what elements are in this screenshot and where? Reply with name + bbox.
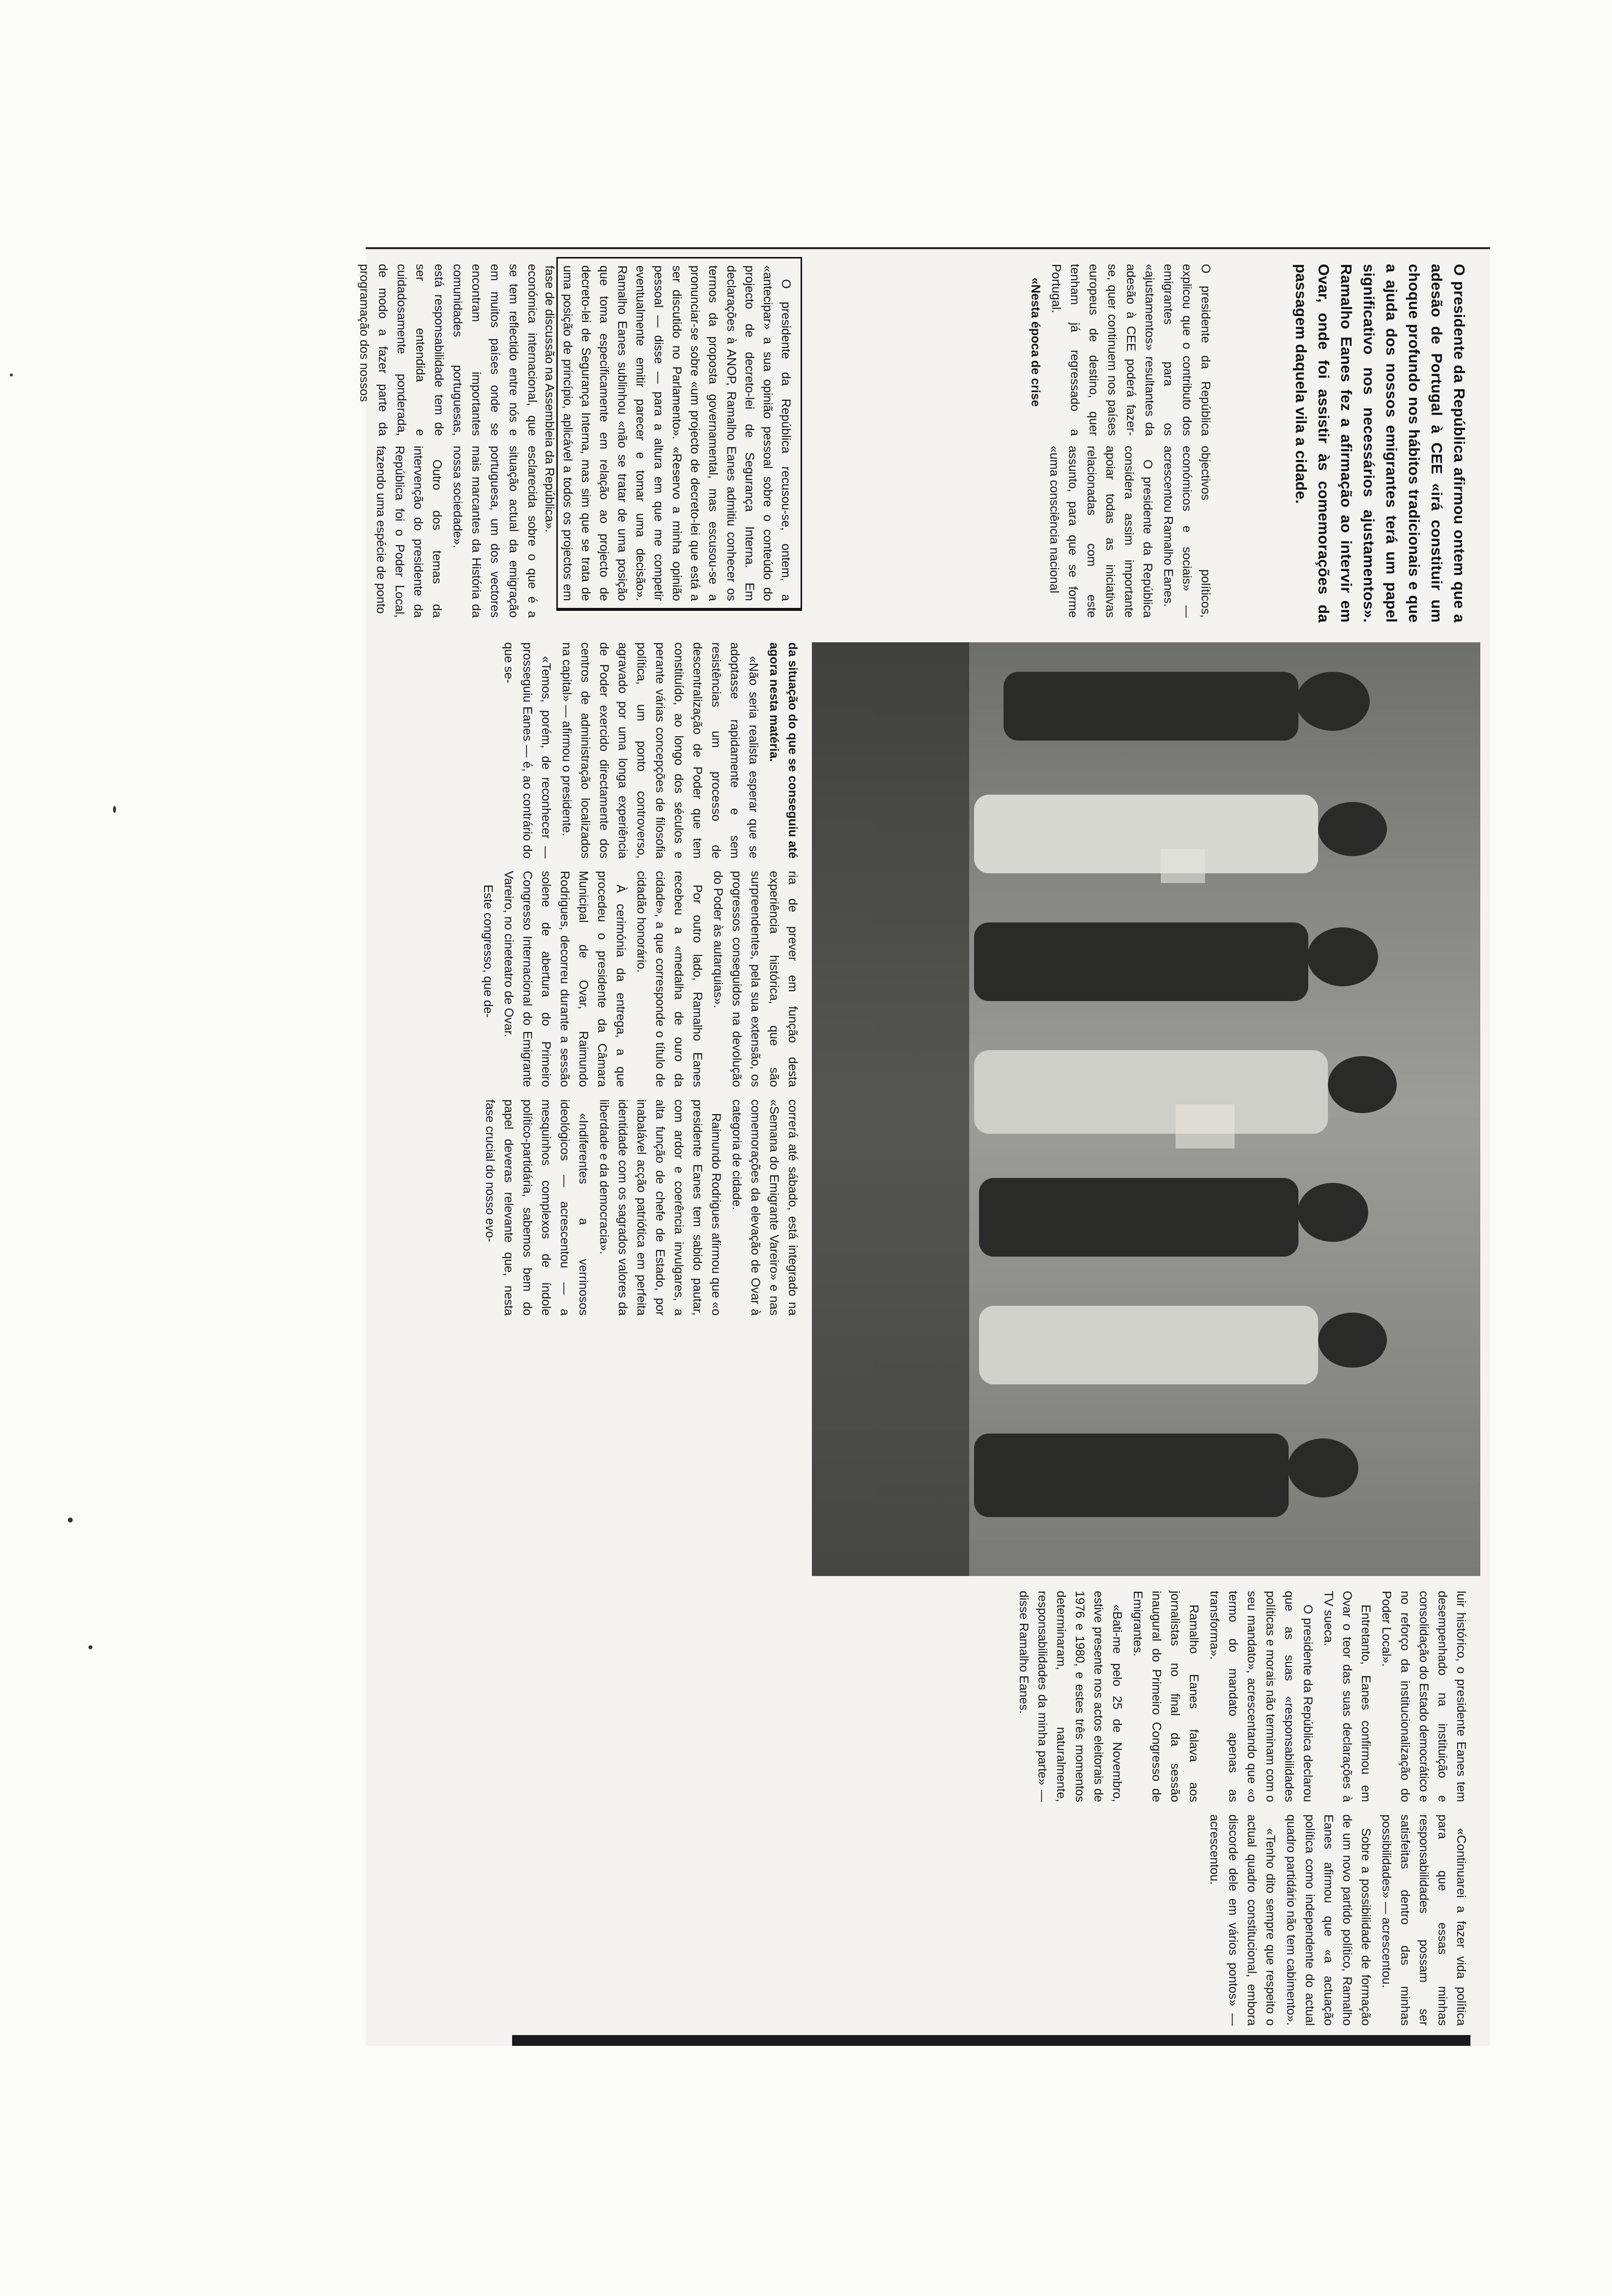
article-column-5 [497, 642, 802, 859]
paragraph: luir histórico, o presidente Eanes tem desempenhado na instituição e consolidação do Estado democrático e no reforço da institucionalização do Poder Local». [1380, 1591, 1468, 1802]
paragraph: da situação do que se conseguiu até agora nesta matéria. [767, 642, 800, 859]
paragraph: «Bati-me pelo 25 de Novembro, estive presente nos actos eleitorais de 1976 e 1980, e estes três momentos determinaram, naturalmente, responsabilidades da minha parte» — disse Ramalho Eanes. [1017, 1591, 1124, 1802]
paragraph: «Continuarei a fazer vida política para que essas minhas responsabilidades possam ser satisfeitas dentro das minhas possibilidades» — acrescentou. [1380, 1814, 1468, 2026]
page-speck [113, 806, 116, 813]
article-column-2 [1043, 446, 1215, 618]
crowd-photo-image [812, 642, 1480, 1576]
paragraph: Entretanto, Eanes confirmou em Ovar o teor das suas declarações à TV sueca. [1322, 1591, 1373, 1802]
paragraph: esclarecida sobre o que é a situação actual da emigração portuguesa, um dos vectores mais marcantes da História da nossa sociedade». [451, 446, 539, 618]
paragraph: O presidente da República recusou-se, ontem, a «antecipar» a sua opinião pessoal sobre o conteúdo do projecto de decreto-lei de Segurança Interna. Em declarações à ANOP, Ramalho Eanes admitiu conhecer os termos da proposta governamental, mas escusou-se a pronunciar-se sobre «um projecto de decreto-lei que está a ser discutido no Parlamento». «Reservo a minha opinião pessoal — disse — para a altura em que me competir eventualmente emitir parecer e tomar uma decisão». Ramalho Eanes sublinhou «não se tratar de uma posição que toma especificamente em relação ao projecto de decreto-lei de Segurança Interna, mas sim que se trata de uma posição de princípio, aplicável a todos os projectos em fase de discussão na Assembleia da República». [543, 265, 793, 601]
article-column-6 [477, 871, 802, 1087]
paragraph: Por outro lado, Ramalho Eanes recebeu a «medalha de ouro da cidade», a que corresponde o título de cidadão honorário. [634, 871, 704, 1087]
paragraph: Sobre a possibilidade de formação de um novo partido político, Ramalho Eanes afirmou que «a actuação política como independente do actual quadro partidário não tem cabimento». [1284, 1814, 1373, 2026]
paragraph: económica internacional, que se tem reflectido entre nós e em muitos países onde se encontram importantes comunidades portuguesas, está responsabilidade tem de ser entendida e cuidadosamente ponderada, de modo a fazer parte da programação dos nossos [357, 264, 539, 436]
paragraph: «Não seria realista esperar que se adoptasse rapidamente e sem resistências um processo de descentralização de Poder que tem constituído, ao longo dos séculos e perante várias concepções de filosofia política, um ponto controverso, agravado por uma longa experiência de Poder exercido directamente dos centros de administração localizados na capital» — afirmou o presidente. [560, 642, 760, 859]
paragraph: Raimundo Rodrigues afirmou que «o presidente Eanes tem sabido pautar, com ardor e coerência invulgares, a alta função de chefe de Estado, por inabalável acção patriótica em perfeita identidade com os sagrados valores da liberdade e da democracia». [597, 1099, 723, 1316]
newspaper-clipping [357, 247, 1490, 2046]
news-photo [812, 642, 1480, 1576]
page-speck [68, 1518, 73, 1522]
article-column-4 [370, 446, 542, 618]
article-column-9 [1203, 1814, 1470, 2026]
article-column-8 [1012, 1591, 1470, 1802]
article-column-3 [353, 264, 542, 436]
paragraph: À cerimónia da entrega, a que procedeu o presidente da Câmara Municipal de Ovar, Raimundo Rodrigues, decorreu durante a sessão solene de abertura do Primeiro Congresso Internacional do Emigrante Vareiro, no cineteatro de Ovar. [502, 871, 628, 1087]
boxed-note [543, 257, 802, 611]
paragraph: O presidente da República considera assim importante apoiar todas as iniciativas relacionadas com este assunto, para que se forme «uma consciência nacional [1047, 446, 1154, 618]
paragraph: O presidente da República declarou que as suas «responsabilidades políticas e morais não terminam com o seu mandato», acrescentando que «o termo do mandato apenas as transforma». [1208, 1591, 1315, 1802]
article-column-1 [1024, 264, 1215, 436]
paragraph: «Indiferentes a verrinosos ideológicos — acrescentou — a mesquinhos complexos de índole político-partidária, sabemos bem do papel deveras relevante que, nesta fase crucial do nosso evo- [483, 1099, 590, 1316]
page-speck [10, 373, 13, 376]
paragraph: «Nesta época de crise [1029, 278, 1042, 407]
paragraph: ria de prever em função desta experiência histórica, que são surpreendentes, pela sua extensão, os progressos conseguidos na devolução do Poder às autarquias». [711, 871, 800, 1087]
paragraph: correrá até sábado, está integrado na «Semana do Emigrante Vareiro» e nas comemorações da elevação de Ovar à categoria de cidade. [730, 1099, 800, 1316]
article-column-7 [479, 1099, 802, 1316]
column-rule [512, 2035, 1470, 2046]
paragraph: objectivos políticos, económicos e sociais» — acrescentou Ramalho Eanes. [1161, 446, 1212, 618]
paragraph: «Tenho dito sempre que respeito o actual quadro constitucional, embora discorde dele em vários pontos» — acrescentou. [1208, 1814, 1277, 2026]
page-speck [88, 1645, 92, 1649]
paragraph: O presidente da República explicou que o contributo dos emigrantes para os «ajustamentos» resultantes da adesão à CEE poderá fazer-se, quer continuem nos países europeus de destino, quer tenham já regressado a Portugal. [1049, 264, 1212, 436]
article [357, 247, 1490, 2046]
paragraph: «Temos, porém, de reconhecer — prosseguiu Eanes — é, ao contrário do que se- [502, 642, 553, 859]
paragraph: Ramalho Eanes falava aos jornalistas no final da sessão inaugural do Primeiro Congresso de Emigrantes. [1131, 1591, 1201, 1802]
paragraph: Este congresso, que de- [481, 885, 495, 1018]
article-headline: O presidente da República afirmou ontem que a adesão de Portugal à CEE «irá constituir um choque profundo nos hábitos tradicionais e que a ajuda dos nossos emigrantes terá um papel significativo nos necessários ajustamentos». Ramalho Eanes fez a afirmação ao intervir em Ovar, onde foi assistir às comemorações da passagem daquela vila a cidade. [1293, 264, 1468, 623]
paragraph: Outro dos temas da intervenção do presidente da República foi o Poder Local, fazendo uma espécie de ponto [374, 446, 444, 618]
